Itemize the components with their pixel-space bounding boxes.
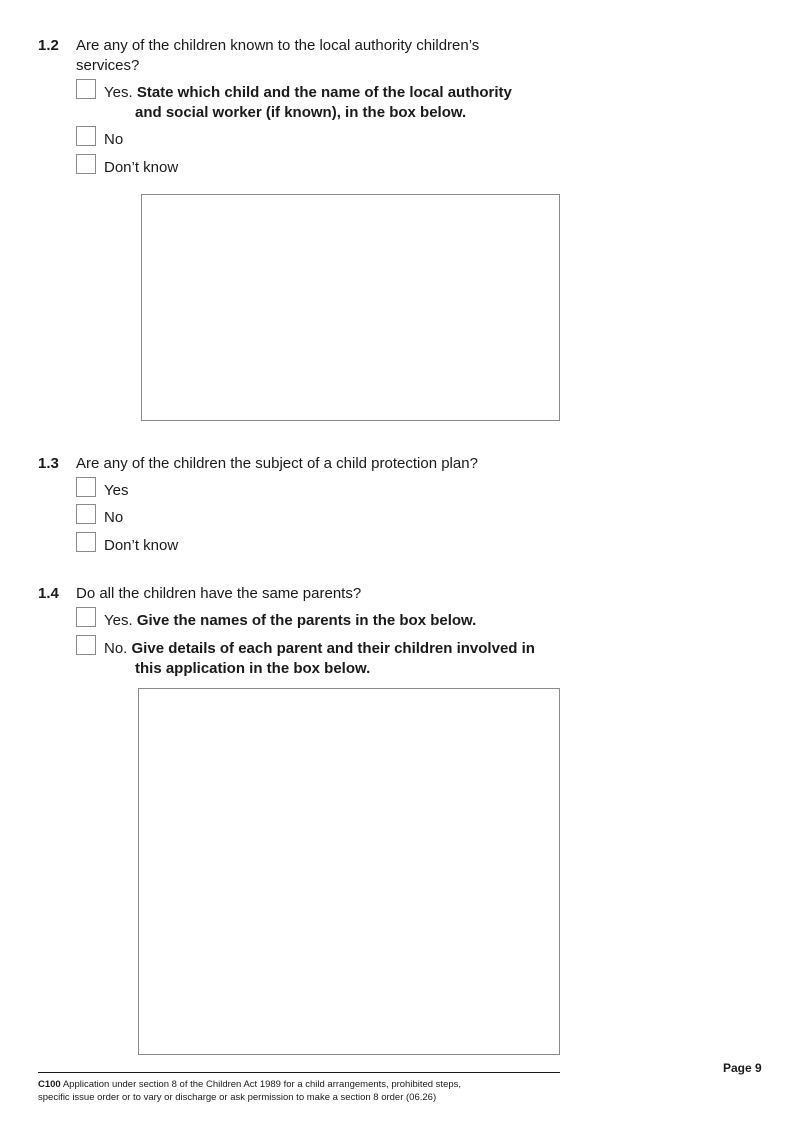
- option-prefix: No.: [104, 640, 128, 657]
- option-instruction: Give the names of the parents in the box below.: [136, 612, 477, 629]
- option-label: No: [104, 509, 124, 526]
- option-instruction: Give details of each parent and their children involved in: [131, 640, 535, 657]
- option-instruction-cont: this application in the box below.: [135, 660, 371, 677]
- option-instruction: State which child and the name of the local authority: [136, 84, 512, 101]
- question-text-line: Are any of the children known to the local authority children’s: [76, 37, 480, 54]
- checkbox-dont-know-1-3[interactable]: [76, 532, 96, 552]
- question-text-1-4: Do all the children have the same parents?: [76, 585, 362, 602]
- checkbox-no-1-3[interactable]: [76, 504, 96, 524]
- footer-divider: [38, 1072, 560, 1073]
- checkbox-yes-1-2[interactable]: [76, 79, 96, 99]
- option-instruction-cont: and social worker (if known), in the box below.: [135, 104, 467, 121]
- checkbox-dont-know-1-2[interactable]: [76, 154, 96, 174]
- page-number: Page 9: [723, 1061, 762, 1075]
- option-label: [104, 639, 535, 659]
- option-label: Yes: [104, 482, 129, 499]
- question-number-1-2: 1.2: [38, 37, 59, 54]
- checkbox-yes-1-3[interactable]: [76, 477, 96, 497]
- question-number-1-4: 1.4: [38, 585, 59, 602]
- question-text-1-2: [76, 36, 546, 76]
- checkbox-no-1-2[interactable]: [76, 126, 96, 146]
- footer-line: [38, 1078, 558, 1091]
- checkbox-yes-1-4[interactable]: [76, 607, 96, 627]
- question-text-1-3: Are any of the children the subject of a child protection plan?: [76, 455, 478, 472]
- question-number-1-3: 1.3: [38, 455, 59, 472]
- option-label: [104, 83, 512, 103]
- option-label: Don’t know: [104, 159, 179, 176]
- checkbox-no-1-4[interactable]: [76, 635, 96, 655]
- option-prefix: Yes.: [104, 84, 133, 101]
- footer-line-1: Application under section 8 of the Children Act 1989 for a child arrangements, prohibited steps,: [62, 1079, 462, 1090]
- option-label: No: [104, 131, 124, 148]
- footer-line-2: specific issue order or to vary or discharge or ask permission to make a section 8 order (06.26): [38, 1092, 437, 1103]
- answer-box-1-4[interactable]: [138, 688, 560, 1055]
- form-code: C100: [38, 1079, 61, 1090]
- question-text-line: services?: [76, 57, 140, 74]
- footer-form-description: [38, 1078, 558, 1104]
- answer-box-1-2[interactable]: [141, 194, 560, 421]
- option-label: Don’t know: [104, 537, 179, 554]
- option-prefix: Yes.: [104, 612, 133, 629]
- option-label: [104, 611, 476, 631]
